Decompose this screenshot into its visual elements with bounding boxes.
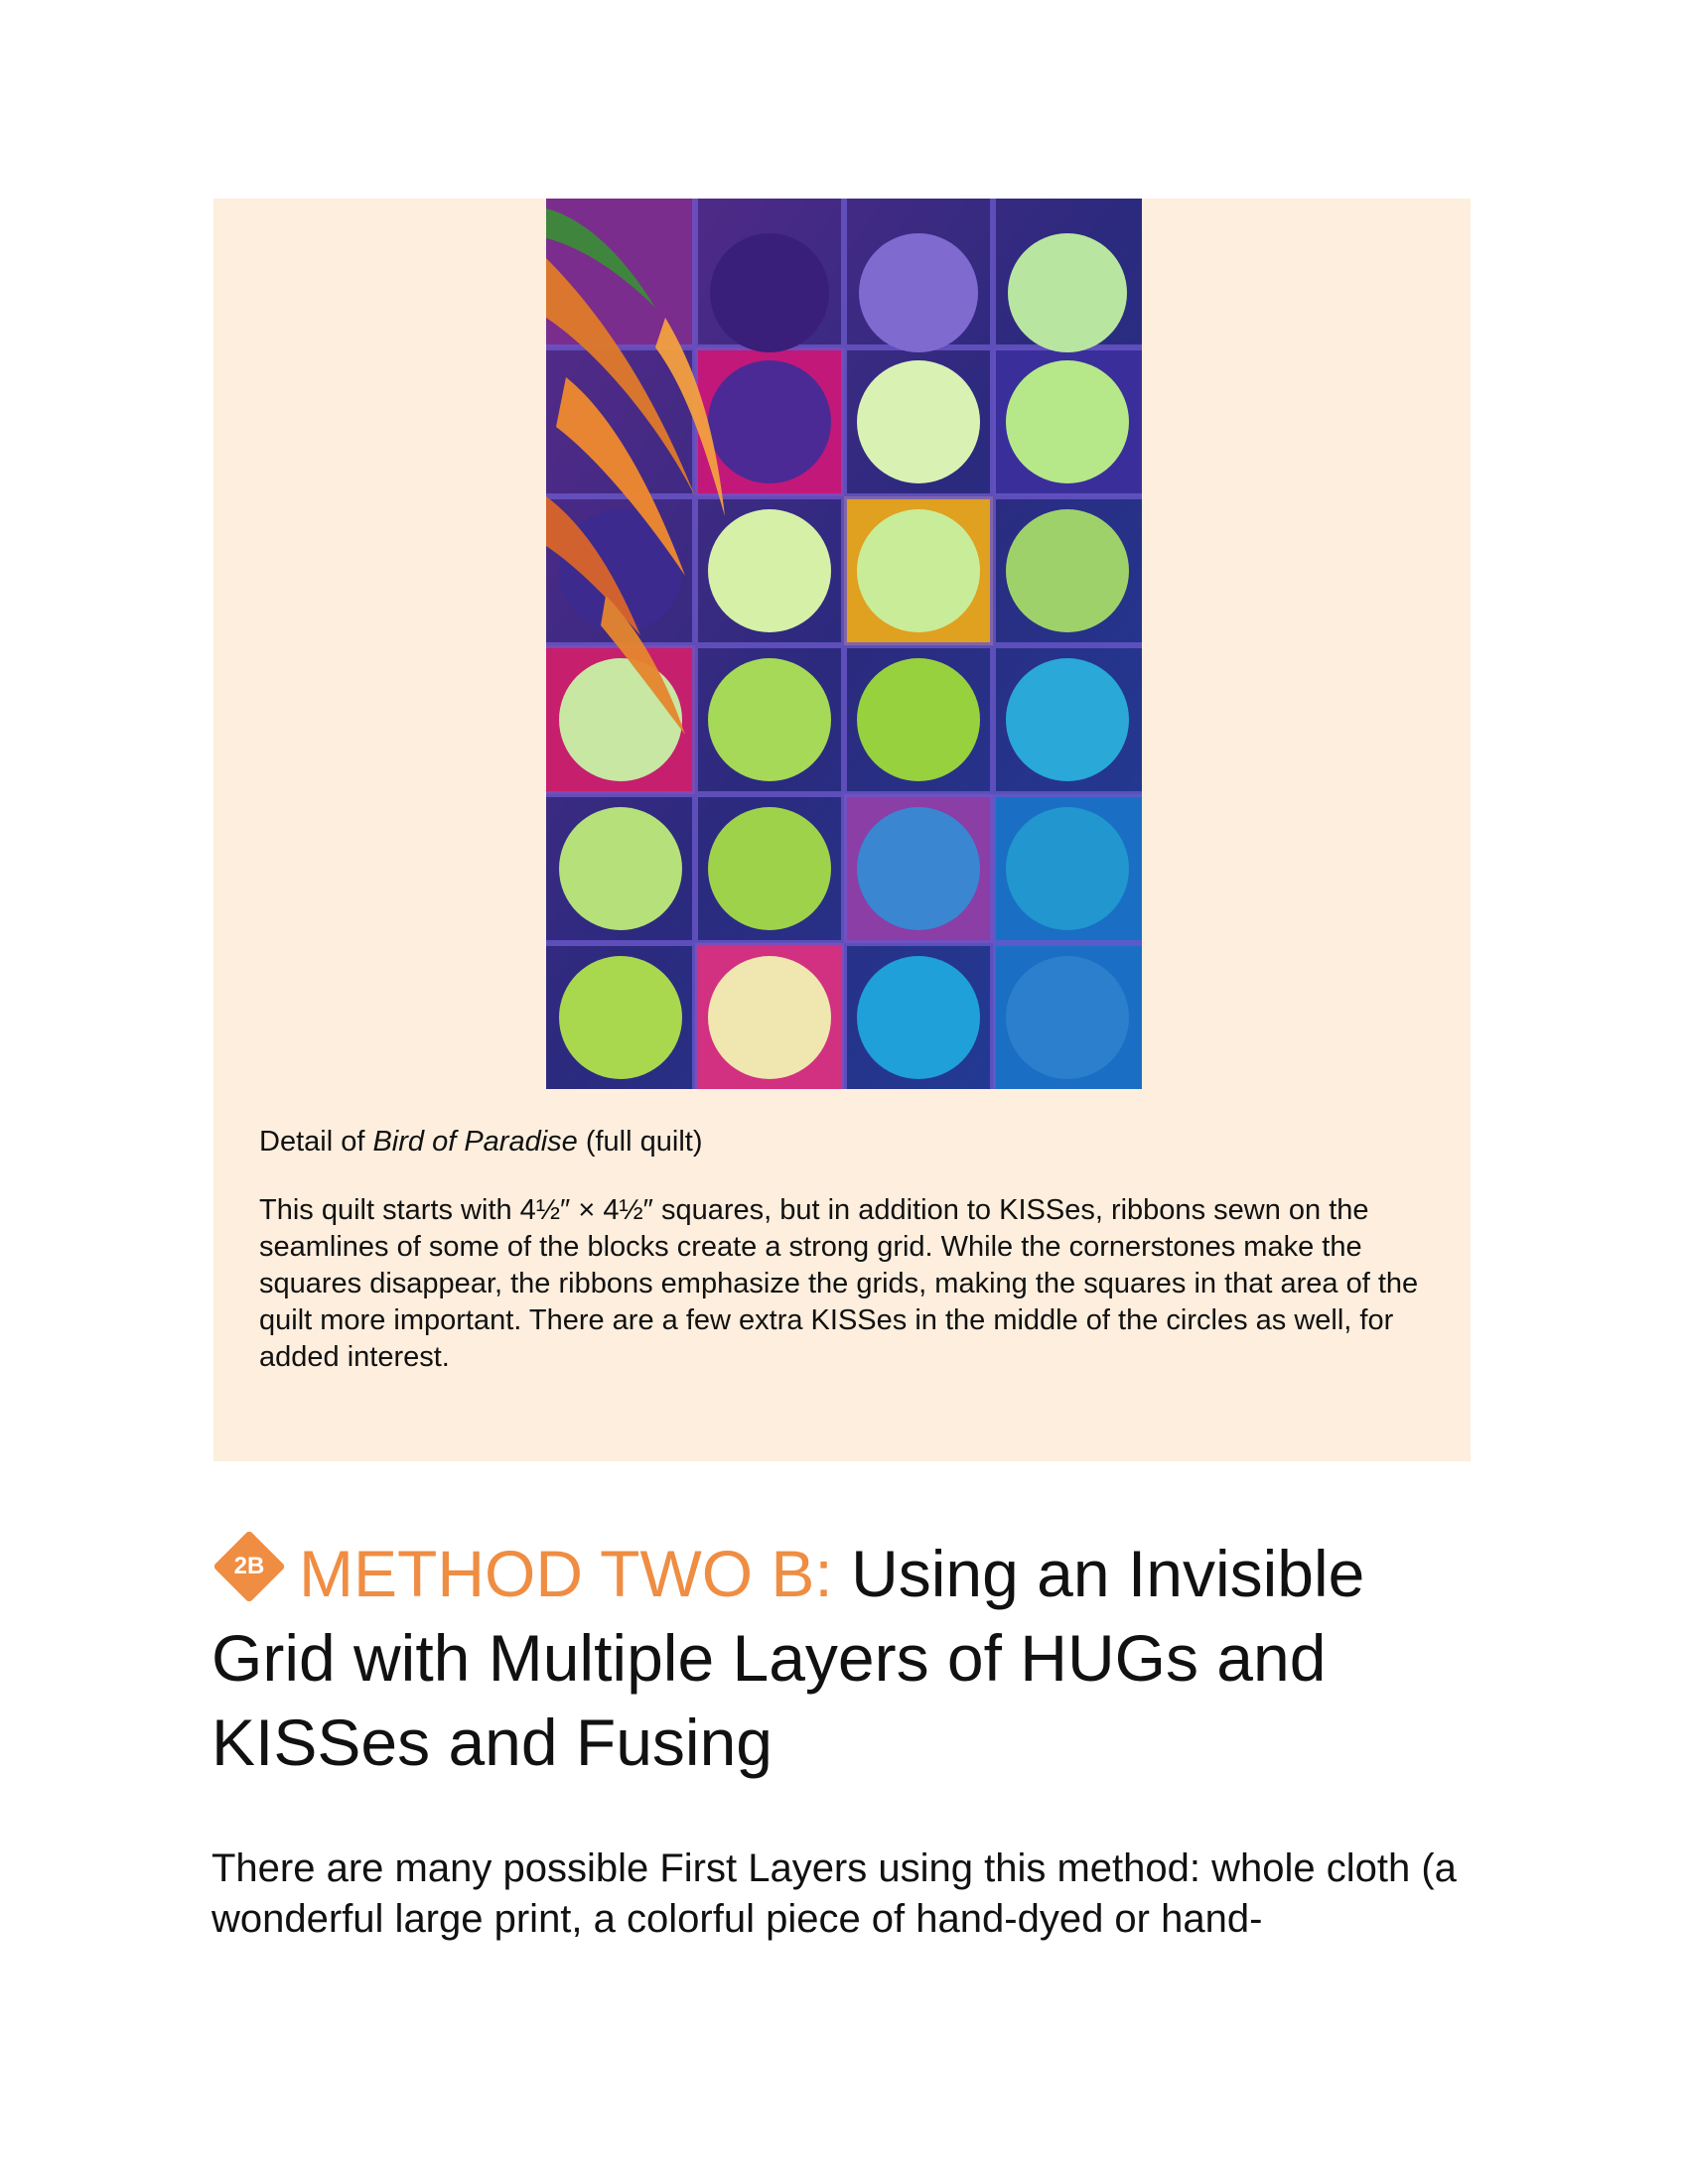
section-heading [211, 1529, 1502, 1785]
caption-quilt-title: Bird of Paradise [372, 1126, 578, 1158]
caption-suffix: (full quilt) [577, 1126, 703, 1158]
callout-body: This quilt starts with 4½″ × 4½″ squares, but in addition to KISSes, ribbons sewn on the seamlines of some of the blocks create a strong grid. While the cornerstones make the squares disappear, the ribbons emphasize the grids, making the squares in that area of the quilt more important. There are a few extra KISSes in the middle of the circles as well, for added interest. [259, 1194, 1419, 1373]
badge-label: 2B [233, 1553, 265, 1579]
heading-title: Using an Invisible Grid with Multiple Layers of HUGs and KISSes and Fusing [211, 1537, 1365, 1779]
method-label: METHOD TWO B: [299, 1537, 833, 1610]
method-badge-icon [211, 1529, 287, 1604]
photo-caption [259, 1124, 702, 1160]
quilt-detail-photo [546, 199, 1142, 1089]
caption-prefix: Detail of [259, 1126, 373, 1158]
intro-paragraph: There are many possible First Layers using this method: whole cloth (a wonderful large print, a colorful piece of hand-dyed or hand- [211, 1846, 1457, 1941]
